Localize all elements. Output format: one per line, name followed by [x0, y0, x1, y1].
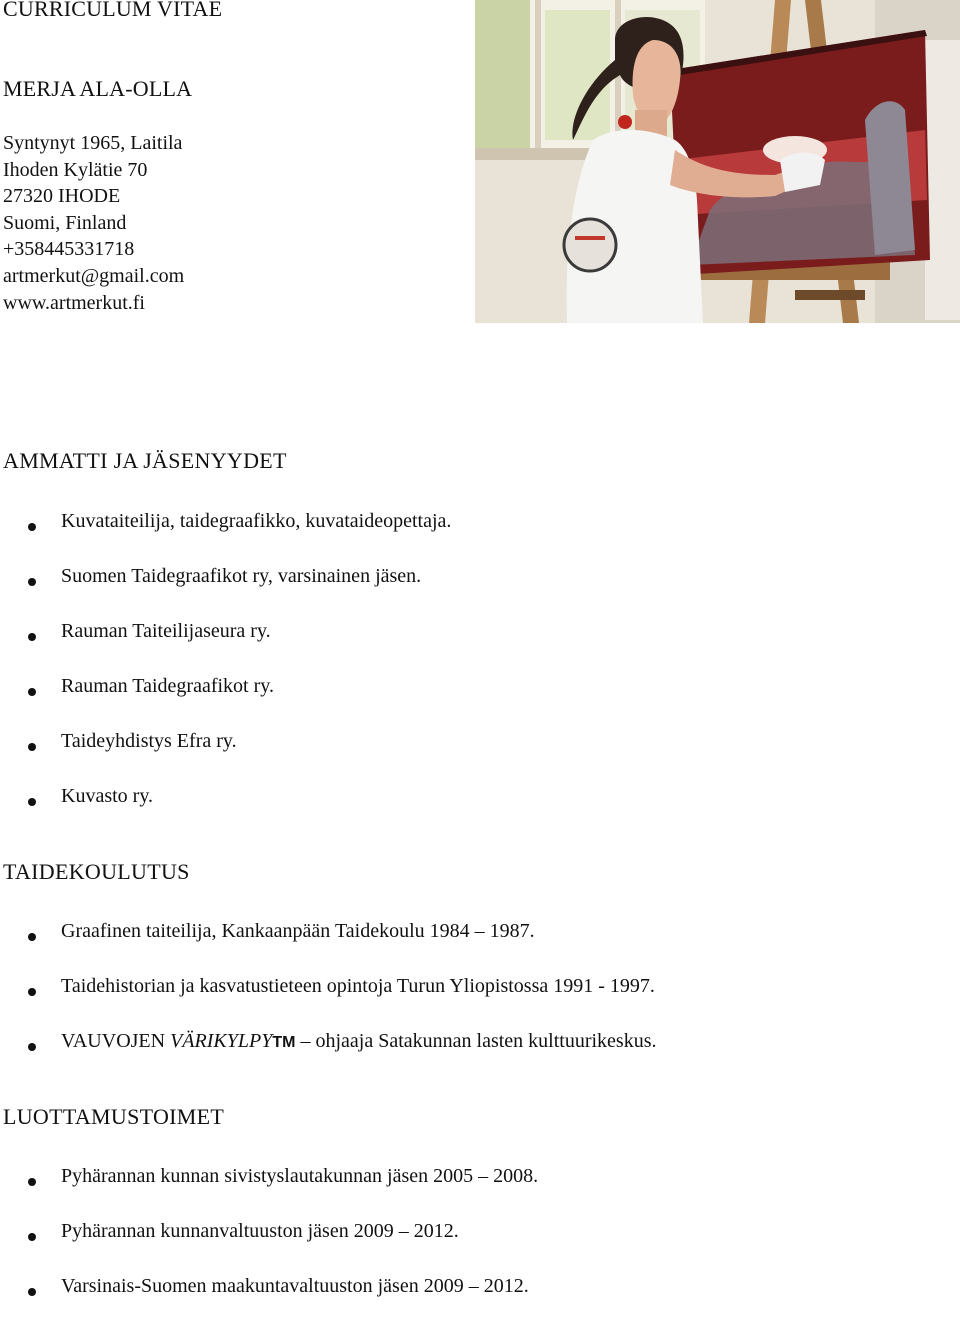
- bullet-icon: [28, 1178, 36, 1186]
- person-name: MERJA ALA-OLLA: [3, 76, 193, 101]
- document-title: CURRICULUM VITAE: [3, 0, 223, 21]
- postal-address: 27320 IHODE: [3, 185, 121, 208]
- varikylpy-item: VAUVOJEN VÄRIKYLPYTM – ohjaaja Satakunnan lasten kulttuurikeskus.: [61, 1030, 657, 1052]
- bullet-icon: [28, 1233, 36, 1241]
- section-heading-positions-of-trust: LUOTTAMUSTOIMET: [3, 1104, 225, 1129]
- street-address: Ihoden Kylätie 70: [3, 158, 148, 181]
- bullet-icon: [28, 578, 36, 586]
- section-heading-education: TAIDEKOULUTUS: [3, 859, 190, 884]
- bullet-icon: [28, 933, 36, 941]
- trademark-mark: TM: [272, 1034, 296, 1051]
- birth-info: Syntynyt 1965, Laitila: [3, 132, 183, 154]
- varikylpy-brand: VÄRIKYLPY: [170, 1030, 273, 1052]
- bullet-icon: [28, 743, 36, 751]
- bullet-icon: [28, 633, 36, 641]
- bullet-icon: [28, 688, 36, 696]
- bullet-icon: [28, 988, 36, 996]
- contact-info: [3, 130, 184, 316]
- website-address: www.artmerkut.fi: [3, 291, 145, 314]
- bullet-icon: [28, 1288, 36, 1296]
- bullet-icon: [28, 523, 36, 531]
- bullet-icon: [28, 798, 36, 806]
- country: Suomi, Finland: [3, 211, 127, 234]
- phone-number: +358445331718: [3, 238, 135, 261]
- section-heading-professions: AMMATTI JA JÄSENYYDET: [3, 448, 287, 473]
- artist-photo: [475, 0, 960, 323]
- email-address: artmerkut@gmail.com: [3, 264, 185, 287]
- bullet-icon: [28, 1043, 36, 1051]
